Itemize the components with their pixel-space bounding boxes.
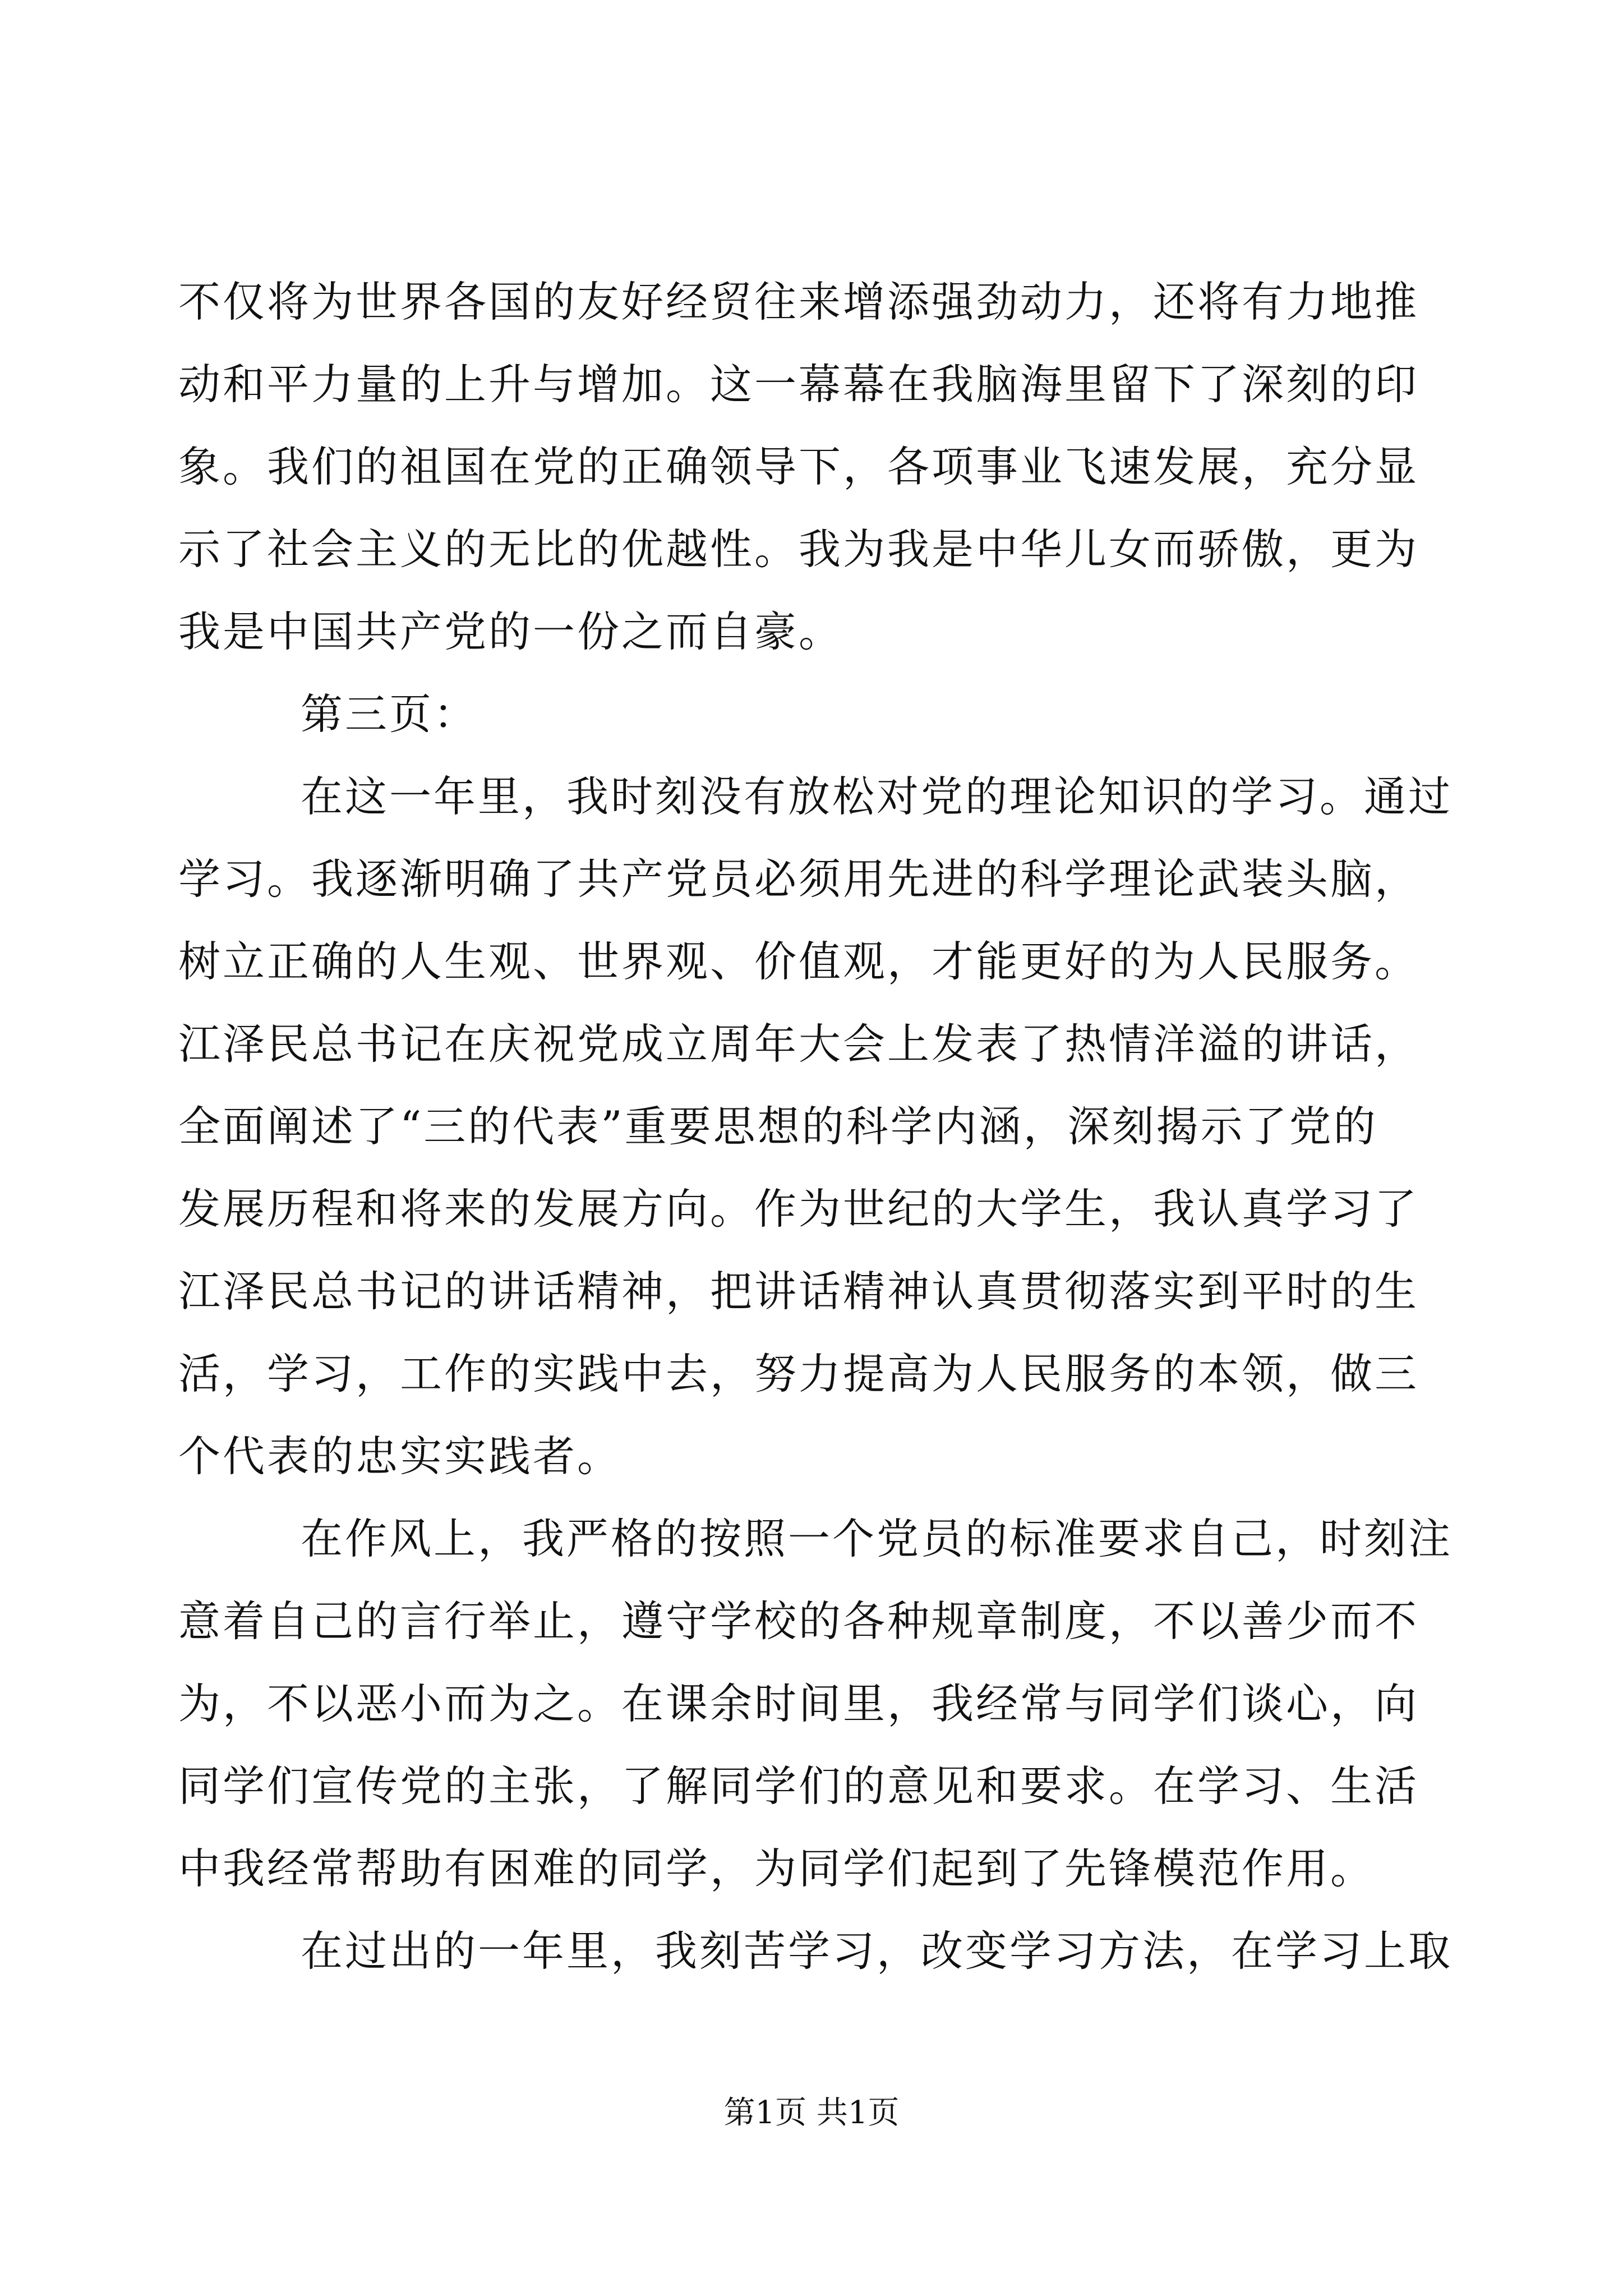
text-line: 中我经常帮助有困难的同学，为同学们起到了先锋模范作用。 — [178, 1844, 1375, 1893]
text-line: 同学们宣传党的主张，了解同学们的意见和要求。在学习、生活 — [178, 1761, 1419, 1811]
paragraph-first-line: 在作风上，我严格的按照一个党员的标准要求自己，时刻注 — [301, 1514, 1453, 1563]
text-line: 动和平力量的上升与增加。这一幕幕在我脑海里留下了深刻的印 — [178, 360, 1419, 409]
text-line: 意着自己的言行举止，遵守学校的各种规章制度，不以善少而不 — [178, 1596, 1419, 1646]
text-line: 江泽民总书记在庆祝党成立周年大会上发表了热情洋溢的讲话， — [178, 1019, 1419, 1069]
section-heading: 第三页： — [301, 689, 478, 739]
text-line: 为，不以恶小而为之。在课余时间里，我经常与同学们谈心，向 — [178, 1679, 1419, 1728]
document-body — [178, 261, 1453, 1993]
text-line: 树立正确的人生观、世界观、价值观，才能更好的为人民服务。 — [178, 937, 1419, 986]
text-line: 学习。我逐渐明确了共产党员必须用先进的科学理论武装头脑， — [178, 854, 1419, 904]
text-line: 江泽民总书记的讲话精神，把讲话精神认真贯彻落实到平时的生 — [178, 1267, 1419, 1316]
text-line: 象。我们的祖国在党的正确领导下，各项事业飞速发展，充分显 — [178, 442, 1419, 491]
text-line: 全面阐述了“三的代表”重要思想的科学内涵，深刻揭示了党的 — [178, 1102, 1378, 1151]
text-line: 发展历程和将来的发展方向。作为世纪的大学生，我认真学习了 — [178, 1184, 1419, 1234]
page-number-footer: 第1页 共1页 — [723, 2095, 900, 2131]
text-line: 示了社会主义的无比的优越性。我为我是中华儿女而骄傲，更为 — [178, 524, 1419, 574]
text-line: 活，学习，工作的实践中去，努力提高为人民服务的本领，做三 — [178, 1349, 1419, 1398]
text-line: 个代表的忠实实践者。 — [178, 1432, 622, 1481]
paragraph-first-line: 在过出的一年里，我刻苦学习，改变学习方法，在学习上取 — [301, 1926, 1453, 1976]
text-line: 我是中国共产党的一份之而自豪。 — [178, 607, 843, 656]
paragraph-first-line: 在这一年里，我时刻没有放松对党的理论知识的学习。通过 — [301, 772, 1453, 821]
text-line: 不仅将为世界各国的友好经贸往来增添强劲动力，还将有力地推 — [178, 277, 1419, 326]
